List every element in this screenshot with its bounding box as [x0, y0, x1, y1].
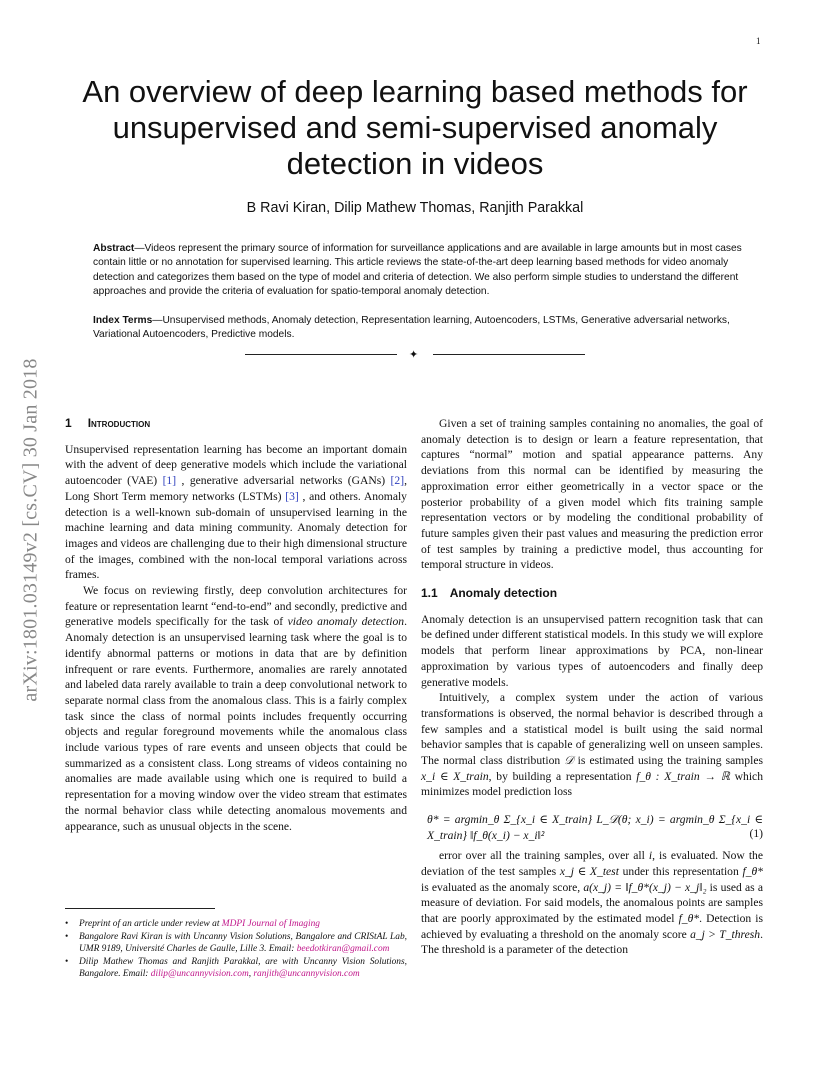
equation-number: (1) [749, 827, 763, 841]
index-terms-label: Index Terms [93, 315, 153, 326]
right-column [421, 416, 763, 958]
email-link[interactable]: beedotkiran@gmail.com [296, 944, 390, 955]
divider-ornament: ✦ [409, 349, 419, 361]
subsection-title: Anomaly detection [449, 586, 558, 601]
intro-paragraph-2: We focus on reviewing firstly, deep convolution architectures for feature or representation learnt “end-to-end” and secondly, predictive and generative models specifically for the task of video anomaly detection. Anomaly detection is an unsupervised learning task where the goal is to identify abnormal patterns or motions in data that are by definition infrequent or rare events. Furthermore, anomalies are rarely annotated and labeled data rarely available to train a deep convolutional network to separate normal class from the anomalous class. This is a fairly complex task since the class of normal points includes frequently occurring objects and regular foreground movements while the anomalous class include various types of rare events and unseen objects that could be summarized as a consistent class. Long streams of videos containing no anomalies are made available using which one is required to build a representation for a moving window over the video stream that estimates the normal behavior class while detecting anomalous movements and appearance, such as unusual objects in the scene. [65, 584, 407, 833]
footnotes [65, 918, 407, 981]
abstract [93, 242, 743, 299]
footnote-item: • Preprint of an article under review at MDPI Journal of Imaging [65, 918, 407, 930]
anomaly-paragraph-2: Intuitively, a complex system under the action of various transformations is observed, the normal behavior is described through a few samples and a statistical model is built using the said normal behavior samples that is capable of generalizing well on unseen samples. The normal class distribution 𝒟 is estimated using the training samples x_i ∈ X_train, by building a representation f_θ : X_train → ℝ which minimizes model prediction loss [421, 691, 763, 799]
footnote-item: • Bangalore Ravi Kiran is with Uncanny Vision Solutions, Bangalore and CRIStAL Lab, UMR 9189, Université Charles de Gaulle, Lille 3. Email: beedotkiran@gmail.com [65, 931, 407, 955]
equation-body: θ* = argmin_θ Σ_{x_i ∈ X_train} L_𝒟(θ; x_i) = argmin_θ Σ_{x_i ∈ X_train} ‖f_θ(x_i) − x_i‖² [427, 813, 763, 842]
footnote-rule [65, 908, 215, 909]
section-title: Introduction [87, 416, 151, 430]
left-column [65, 416, 407, 834]
divider-line-right [433, 354, 585, 355]
citation-link[interactable]: [3] [285, 489, 299, 503]
section-number: 1 [65, 416, 72, 430]
subsection-number: 1.1 [421, 586, 438, 601]
equation-1 [421, 808, 763, 842]
abstract-label: Abstract [93, 243, 135, 254]
intro-paragraph-3: Given a set of training samples containing no anomalies, the goal of anomaly detection is to design or learn a feature representation, that captures “normal” motion and spatial appearance patterns. Any deviations from this normal can be identified by measuring the approximation error either geometrically in a vector space or the posterior probability of a given model which fits training sample representation vectors or by modeling the conditional probability of future samples given their past values and measuring the prediction error of test samples by training a predictive model, thus accounting for temporal structure in videos. [421, 417, 763, 572]
anomaly-paragraph-1: Anomaly detection is an unsupervised pattern recognition task that can be defined under different statistical models. In this study we will explore models that perform linear approximations by PCA, non-linear approximation by various types of autoencoders and finally deep generative models. [421, 612, 763, 689]
citation-link[interactable]: [2] [390, 474, 405, 488]
section-divider [245, 349, 585, 361]
footnote-item: • Dilip Mathew Thomas and Ranjith Parakkal, are with Uncanny Vision Solutions, Bangalore. Email: dilip@uncannyvision.com, ranjith@uncannyvision.com [65, 956, 407, 980]
email-link[interactable]: dilip@uncannyvision.com [150, 969, 249, 980]
citation-link[interactable]: [1] [162, 474, 177, 488]
anomaly-paragraph-3: error over all the training samples, over all i, is evaluated. Now the deviation of the test samples x_j ∈ X_test under this representation f_θ* is evaluated as the anomaly score, a(x_j) = ‖f_θ*(x_j) − x_j‖₂ is used as a measure of deviation. For said models, the anomalous points are samples that are poorly approximated by the estimated model f_θ*. Detection is achieved by evaluating a threshold on the anomaly score a_j > T_thresh. The threshold is a parameter of the detection [421, 849, 764, 957]
journal-link[interactable]: MDPI Journal of Imaging [221, 919, 320, 929]
email-link[interactable]: ranjith@uncannyvision.com [253, 969, 360, 980]
section-heading-introduction [65, 416, 407, 432]
abstract-text: —Videos represent the primary source of information for surveillance applications and are available in large amounts but in most cases contain little or no annotation for supervised learning. This article reviews the state-of-the-art deep learning based methods for video anomaly detection and categorizes them based on the type of model and criteria of detection. We also perform simple studies to understand the different approaches and provide the criteria of evaluation for spatio-temporal anomaly detection. [93, 243, 742, 297]
divider-line-left [245, 354, 397, 355]
page-number: 1 [756, 36, 761, 46]
arxiv-sidebar [20, 300, 42, 760]
index-terms [93, 314, 743, 343]
paper-title: An overview of deep learning based methods for unsupervised and semi-supervised anomaly detection in videos [82, 74, 748, 181]
arxiv-id: arXiv:1801.03149v2 [cs.CV] 30 Jan 2018 [19, 358, 42, 702]
subsection-heading-anomaly-detection [421, 586, 763, 602]
intro-paragraph-1: Unsupervised representation learning has become an important domain with the advent of deep generative models which include the variational autoencoder (VAE) [1] , generative adversarial networks (GANs) [2], Long Short Term memory networks (LSTMs) [3] , and others. Anomaly detection is a well-known sub-domain of unsupervised learning in the machine learning and data mining community. Anomaly detection for images and videos are challenging due to their high dimensional structure of the images, combined with the non-local temporal variations across frames. [65, 442, 407, 582]
author-list: B Ravi Kiran, Dilip Mathew Thomas, Ranjith Parakkal [246, 200, 584, 216]
index-terms-text: —Unsupervised methods, Anomaly detection, Representation learning, Autoencoders, LSTMs, Generative adversarial networks, Variational Autoencoders, Predictive models. [93, 315, 730, 341]
